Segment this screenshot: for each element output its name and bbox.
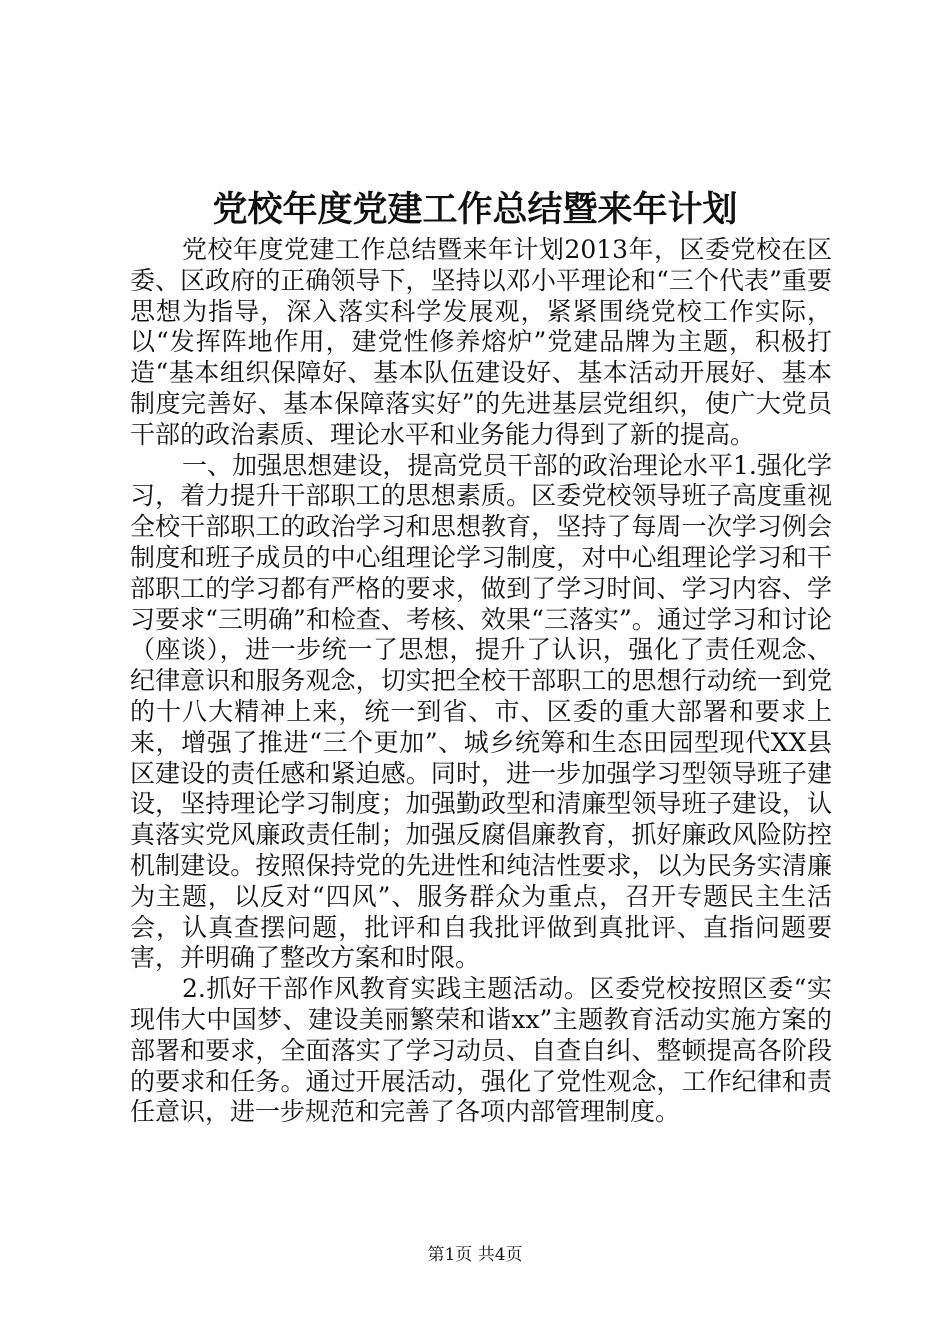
paragraph-section-one: 一、加强思想建设，提高党员干部的政治理论水平1.强化学习，着力提升干部职工的思想素质。区委党校领导班子高度重视全校干部职工的政治学习和思想教育，坚持了每周一次学习例会制度和班子成员的中心组理论学习制度，对中心组理论学习和干部职工的学习都有严格的要求，做到了学习时间、学习内容、学习要求“三明确”和检查、考核、效果“三落实”。通过学习和讨论（座谈），进一步统一了思想，提升了认识，强化了责任观念、纪律意识和服务观念，切实把全校干部职工的思想行动统一到党的十八大精神上来，统一到省、市、区委的重大部署和要求上来，增强了推进“三个更加”、城乡统筹和生态田园型现代XX县区建设的责任感和紧迫感。同时，进一步加强学习型领导班子建设，坚持理论学习制度；加强勤政型和清廉型领导班子建设，认真落实党风廉政责任制；加强反腐倡廉教育，抓好廉政风险防控机制建设。按照保持党的先进性和纯洁性要求，以为民务实清廉为主题，以反对“四风”、服务群众为重点，召开专题民主生活会，认真查摆问题，批评和自我批评做到真批评、直指问题要害，并明确了整改方案和时限。 (130, 450, 832, 973)
document-title: 党校年度党建工作总结暨来年计划 (212, 189, 738, 230)
document-body (130, 235, 832, 1128)
paragraph-intro: 党校年度党建工作总结暨来年计划2013年，区委党校在区委、区政府的正确领导下，坚持以邓小平理论和“三个代表”重要思想为指导，深入落实科学发展观，紧紧围绕党校工作实际，以“发挥阵地作用，建党性修养熔炉”党建品牌为主题，积极打造“基本组织保障好、基本队伍建设好、基本活动开展好、基本制度完善好、基本保障落实好”的先进基层党组织，使广大党员干部的政治素质、理论水平和业务能力得到了新的提高。 (130, 235, 832, 449)
page-number-footer: 第1页 共4页 (427, 1245, 523, 1265)
paragraph-item-two: 2.抓好干部作风教育实践主题活动。区委党校按照区委“实现伟大中国梦、建设美丽繁荣和谐xx”主题教育活动实施方案的部署和要求，全面落实了学习动员、自查自纠、整顿提高各阶段的要求和任务。通过开展活动，强化了党性观念，工作纪律和责任意识，进一步规范和完善了各项内部管理制度。 (130, 974, 832, 1127)
